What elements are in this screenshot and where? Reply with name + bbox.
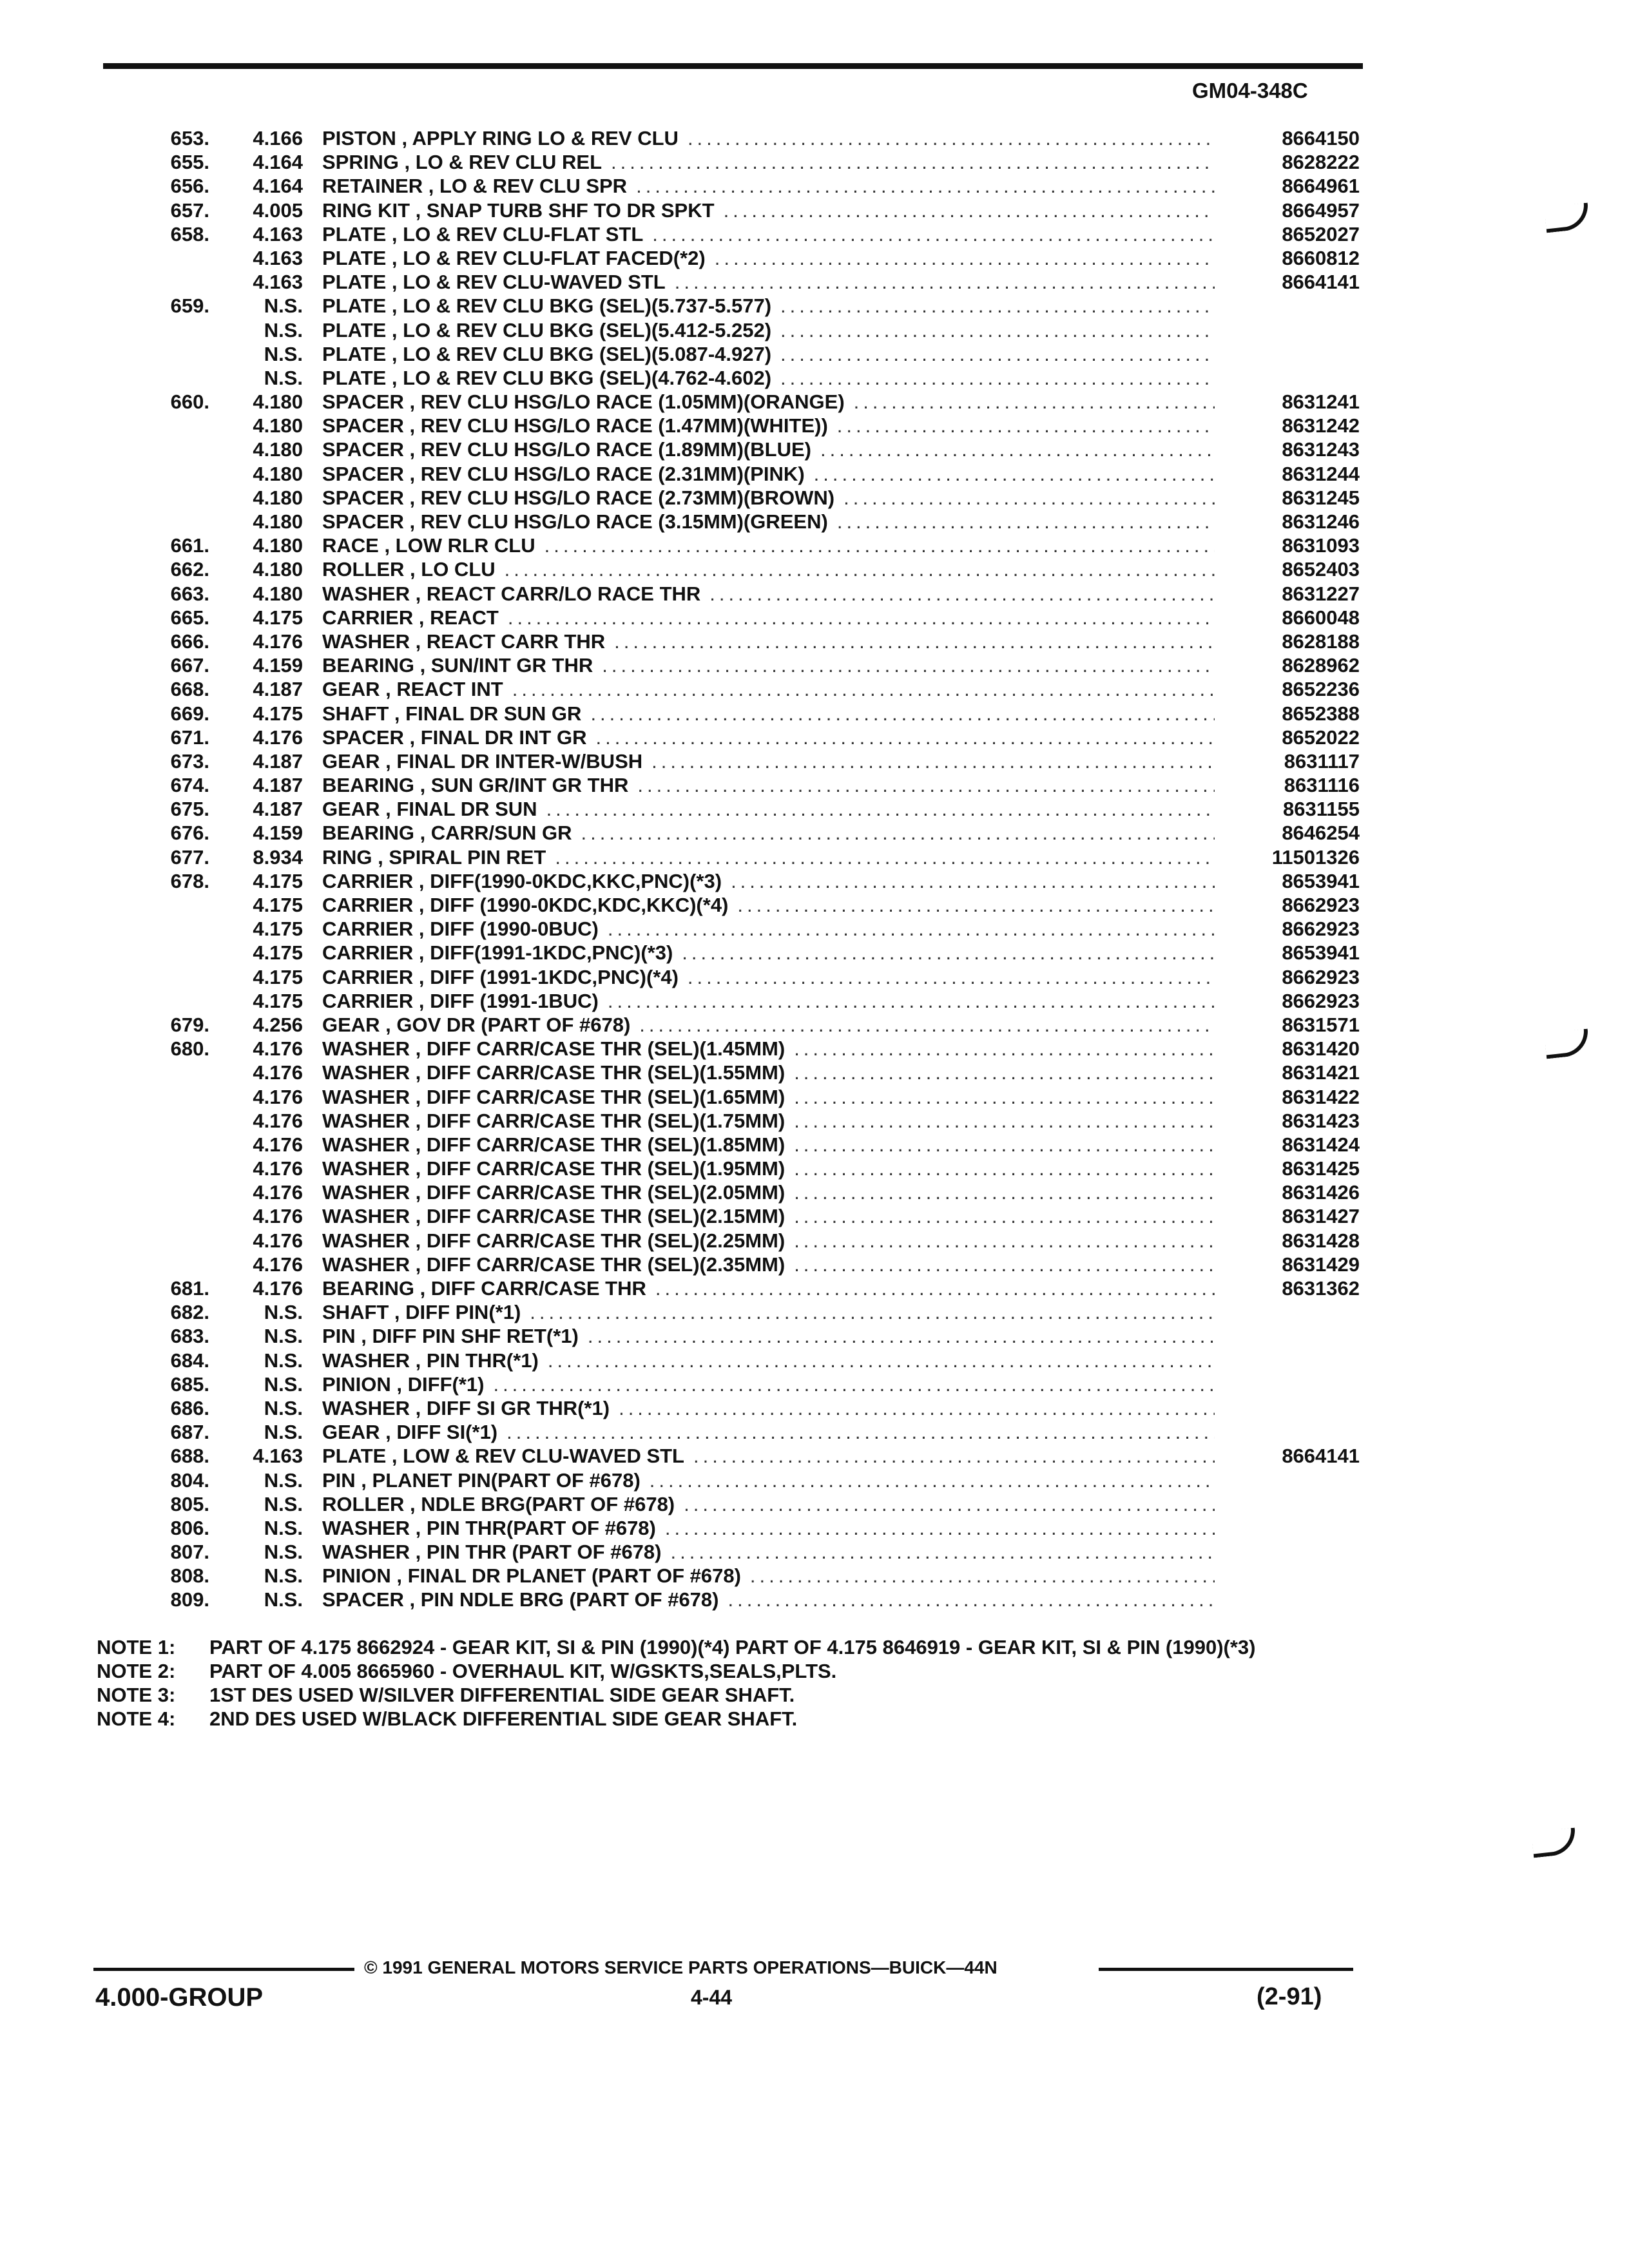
part-row xyxy=(0,1372,1629,1396)
group-number: N.S. xyxy=(264,1349,303,1372)
ref-number: 687. xyxy=(170,1421,209,1444)
group-number: 4.180 xyxy=(253,414,303,437)
part-row xyxy=(0,1420,1629,1444)
part-description: WASHER , DIFF CARR/CASE THR (SEL)(1.75MM) ..... xyxy=(322,1109,1215,1133)
part-description: WASHER , DIFF CARR/CASE THR (SEL)(2.05MM) ..... xyxy=(322,1180,1215,1204)
part-description: CARRIER , DIFF(1990-0KDC,KKC,PNC)(*3) ..... xyxy=(322,869,1215,893)
revision-date: (2-91) xyxy=(1257,1983,1322,2010)
group-number: 4.180 xyxy=(253,390,303,414)
group-number: 4.176 xyxy=(253,1061,303,1084)
ref-number: 656. xyxy=(170,175,209,198)
part-row xyxy=(0,246,1629,270)
part-row xyxy=(0,1204,1629,1228)
group-number: 4.187 xyxy=(253,774,303,797)
part-row xyxy=(0,533,1629,557)
part-number: 8631427 xyxy=(1282,1205,1360,1228)
part-number: 8631429 xyxy=(1282,1253,1360,1276)
part-row xyxy=(0,1349,1629,1372)
part-description: WASHER , DIFF CARR/CASE THR (SEL)(2.25MM) ..... xyxy=(322,1229,1215,1253)
part-number: 8628222 xyxy=(1282,151,1360,174)
ref-number: 683. xyxy=(170,1325,209,1348)
group-number: N.S. xyxy=(264,1541,303,1564)
part-row xyxy=(0,294,1629,318)
part-row xyxy=(0,1253,1629,1276)
ref-number: 662. xyxy=(170,558,209,581)
part-number: 8652388 xyxy=(1282,702,1360,725)
part-description: PISTON , APPLY RING LO & REV CLU ..... xyxy=(322,126,1215,150)
group-number: 4.164 xyxy=(253,151,303,174)
part-row xyxy=(0,1109,1629,1133)
part-row xyxy=(0,222,1629,246)
part-number: 8631246 xyxy=(1282,510,1360,533)
part-row xyxy=(0,557,1629,581)
group-number: N.S. xyxy=(264,366,303,389)
group-number: 4.176 xyxy=(253,1205,303,1228)
group-number: N.S. xyxy=(264,342,303,365)
group-number: N.S. xyxy=(264,1564,303,1588)
document-code: GM04-348C xyxy=(1192,79,1308,102)
part-description: PLATE , LO & REV CLU BKG (SEL)(5.412-5.252) ..... xyxy=(322,318,1215,342)
part-row xyxy=(0,198,1629,222)
part-description: WASHER , DIFF SI GR THR(*1) ..... xyxy=(322,1396,1215,1420)
group-number: 4.187 xyxy=(253,678,303,701)
part-description: PLATE , LO & REV CLU-FLAT FACED(*2) ..... xyxy=(322,246,1215,270)
part-row xyxy=(0,318,1629,342)
group-number: 4.176 xyxy=(253,1181,303,1204)
group-number: N.S. xyxy=(264,1421,303,1444)
group-number: 4.176 xyxy=(253,1229,303,1252)
binder-tick-mark xyxy=(1531,1828,1577,1858)
part-row xyxy=(0,773,1629,797)
part-row xyxy=(0,1468,1629,1492)
group-number: 4.176 xyxy=(253,1277,303,1300)
group-number: 4.159 xyxy=(253,822,303,845)
part-number: 8652236 xyxy=(1282,678,1360,701)
part-row xyxy=(0,1157,1629,1180)
ref-number: 806. xyxy=(170,1516,209,1539)
ref-number: 674. xyxy=(170,774,209,797)
note xyxy=(97,1635,1385,1659)
group-number: N.S. xyxy=(264,1325,303,1348)
ref-number: 805. xyxy=(170,1492,209,1515)
ref-number: 675. xyxy=(170,798,209,821)
group-number: 4.164 xyxy=(253,175,303,198)
group-number: 4.175 xyxy=(253,894,303,916)
part-number: 8631093 xyxy=(1282,534,1360,557)
part-number: 8631422 xyxy=(1282,1085,1360,1108)
group-number: 4.166 xyxy=(253,127,303,149)
ref-number: 663. xyxy=(170,582,209,605)
part-row xyxy=(0,270,1629,294)
part-description: WASHER , PIN THR(PART OF #678) ..... xyxy=(322,1516,1215,1540)
part-row xyxy=(0,653,1629,677)
group-number: 4.163 xyxy=(253,222,303,245)
part-row xyxy=(0,486,1629,510)
ref-number: 665. xyxy=(170,606,209,629)
part-number: 8631421 xyxy=(1282,1061,1360,1084)
part-description: PINION , FINAL DR PLANET (PART OF #678) ..... xyxy=(322,1564,1215,1588)
note xyxy=(97,1707,1385,1731)
part-row xyxy=(0,414,1629,437)
ref-number: 668. xyxy=(170,678,209,701)
part-number: 8631428 xyxy=(1282,1229,1360,1252)
part-row xyxy=(0,1444,1629,1468)
part-description: RETAINER , LO & REV CLU SPR ..... xyxy=(322,174,1215,198)
note xyxy=(97,1659,1385,1683)
ref-number: 667. xyxy=(170,654,209,677)
ref-number: 686. xyxy=(170,1396,209,1419)
part-description: WASHER , PIN THR (PART OF #678) ..... xyxy=(322,1540,1215,1564)
part-description: GEAR , FINAL DR SUN ..... xyxy=(322,797,1215,821)
part-row xyxy=(0,1588,1629,1611)
group-number: 4.176 xyxy=(253,1253,303,1276)
group-number: 4.180 xyxy=(253,462,303,485)
group-number: 4.163 xyxy=(253,246,303,269)
ref-number: 661. xyxy=(170,534,209,557)
part-row xyxy=(0,126,1629,150)
part-number: 8631571 xyxy=(1282,1013,1360,1036)
part-description: RACE , LOW RLR CLU ..... xyxy=(322,533,1215,557)
part-row xyxy=(0,606,1629,629)
part-row xyxy=(0,677,1629,701)
part-number: 8631423 xyxy=(1282,1109,1360,1132)
part-description: SPRING , LO & REV CLU REL ..... xyxy=(322,150,1215,174)
part-number: 8631424 xyxy=(1282,1133,1360,1156)
ref-number: 657. xyxy=(170,198,209,222)
part-row xyxy=(0,1013,1629,1037)
ref-number: 688. xyxy=(170,1445,209,1468)
part-description: PINION , DIFF(*1) ..... xyxy=(322,1372,1215,1396)
part-description: SPACER , REV CLU HSG/LO RACE (1.47MM)(WHITE)) ..... xyxy=(322,414,1215,437)
part-row xyxy=(0,1037,1629,1061)
part-row xyxy=(0,150,1629,174)
parts-list xyxy=(0,126,1629,1612)
part-number: 8664957 xyxy=(1282,198,1360,222)
part-description: PLATE , LOW & REV CLU-WAVED STL ..... xyxy=(322,1444,1215,1468)
part-row xyxy=(0,462,1629,486)
part-description: GEAR , GOV DR (PART OF #678) ..... xyxy=(322,1013,1215,1037)
part-number: 8662923 xyxy=(1282,918,1360,941)
part-row xyxy=(0,1229,1629,1253)
part-description: GEAR , DIFF SI(*1) ..... xyxy=(322,1420,1215,1444)
part-row xyxy=(0,1492,1629,1516)
part-description: SHAFT , DIFF PIN(*1) ..... xyxy=(322,1300,1215,1324)
group-number: 4.176 xyxy=(253,1157,303,1180)
part-description: SPACER , REV CLU HSG/LO RACE (1.89MM)(BLUE) ..... xyxy=(322,437,1215,461)
part-description: WASHER , DIFF CARR/CASE THR (SEL)(1.55MM) ..... xyxy=(322,1061,1215,1084)
note xyxy=(97,1683,1385,1707)
part-row xyxy=(0,342,1629,366)
part-description: CARRIER , DIFF (1990-0KDC,KDC,KKC)(*4) ..... xyxy=(322,893,1215,917)
part-row xyxy=(0,702,1629,726)
part-description: PLATE , LO & REV CLU BKG (SEL)(5.087-4.927) ..... xyxy=(322,342,1215,366)
group-number: 4.176 xyxy=(253,629,303,653)
ref-number: 804. xyxy=(170,1468,209,1492)
part-row xyxy=(0,989,1629,1013)
part-description: PLATE , LO & REV CLU BKG (SEL)(4.762-4.602) ..... xyxy=(322,366,1215,390)
part-number: 8631245 xyxy=(1282,486,1360,509)
ref-number: 681. xyxy=(170,1277,209,1300)
page-number: 4-44 xyxy=(691,1986,733,2009)
ref-number: 673. xyxy=(170,749,209,773)
group-number: 4.256 xyxy=(253,1013,303,1036)
group-number: N.S. xyxy=(264,1516,303,1539)
part-number: 8660812 xyxy=(1282,246,1360,269)
part-number: 11501326 xyxy=(1271,845,1360,869)
part-description: PLATE , LO & REV CLU BKG (SEL)(5.737-5.577) ..... xyxy=(322,294,1215,318)
part-description: SPACER , REV CLU HSG/LO RACE (3.15MM)(GREEN) ..... xyxy=(322,510,1215,533)
part-number: 8664150 xyxy=(1282,127,1360,149)
part-row xyxy=(0,1061,1629,1084)
part-row xyxy=(0,1516,1629,1540)
ref-number: 678. xyxy=(170,869,209,892)
part-row xyxy=(0,726,1629,749)
part-row xyxy=(0,174,1629,198)
group-number: 4.175 xyxy=(253,869,303,892)
group-number: 4.175 xyxy=(253,941,303,965)
part-description: WASHER , DIFF CARR/CASE THR (SEL)(1.95MM) ..... xyxy=(322,1157,1215,1180)
part-description: WASHER , REACT CARR/LO RACE THR ..... xyxy=(322,582,1215,606)
part-row xyxy=(0,1276,1629,1300)
group-number: N.S. xyxy=(264,1396,303,1419)
part-description: PIN , PLANET PIN(PART OF #678) ..... xyxy=(322,1468,1215,1492)
copyright-line: © 1991 GENERAL MOTORS SERVICE PARTS OPERATIONS—BUICK—44N xyxy=(364,1957,998,1977)
group-number: 4.163 xyxy=(253,271,303,294)
part-number: 8628962 xyxy=(1282,654,1360,677)
group-number: 4.005 xyxy=(253,198,303,222)
ref-number: 807. xyxy=(170,1541,209,1564)
part-description: SPACER , REV CLU HSG/LO RACE (2.31MM)(PINK) ..... xyxy=(322,462,1215,486)
group-number: N.S. xyxy=(264,1468,303,1492)
part-row xyxy=(0,437,1629,461)
part-description: WASHER , DIFF CARR/CASE THR (SEL)(1.85MM) ..... xyxy=(322,1133,1215,1157)
group-number: 4.180 xyxy=(253,510,303,533)
group-number: 4.159 xyxy=(253,654,303,677)
part-row xyxy=(0,821,1629,845)
part-number: 8662923 xyxy=(1282,894,1360,916)
ref-number: 685. xyxy=(170,1372,209,1396)
group-number: 8.934 xyxy=(253,845,303,869)
ref-number: 684. xyxy=(170,1349,209,1372)
part-description: GEAR , REACT INT ..... xyxy=(322,677,1215,701)
part-number: 8652022 xyxy=(1282,726,1360,749)
part-description: BEARING , SUN/INT GR THR ..... xyxy=(322,653,1215,677)
part-description: BEARING , CARR/SUN GR ..... xyxy=(322,821,1215,845)
part-number: 8631420 xyxy=(1282,1037,1360,1061)
part-description: GEAR , FINAL DR INTER-W/BUSH ..... xyxy=(322,749,1215,773)
note-label: NOTE 1: xyxy=(97,1636,176,1658)
part-description: ROLLER , NDLE BRG(PART OF #678) ..... xyxy=(322,1492,1215,1516)
part-number: 8631155 xyxy=(1283,798,1360,821)
ref-number: 660. xyxy=(170,390,209,414)
part-number: 8631426 xyxy=(1282,1181,1360,1204)
part-row xyxy=(0,1564,1629,1588)
part-description: BEARING , SUN GR/INT GR THR ..... xyxy=(322,773,1215,797)
part-row xyxy=(0,390,1629,414)
part-number: 8631116 xyxy=(1284,774,1360,797)
group-number: 4.175 xyxy=(253,918,303,941)
part-description: WASHER , PIN THR(*1) ..... xyxy=(322,1349,1215,1372)
ref-number: 676. xyxy=(170,822,209,845)
part-description: BEARING , DIFF CARR/CASE THR ..... xyxy=(322,1276,1215,1300)
part-row xyxy=(0,1540,1629,1564)
group-number: N.S. xyxy=(264,1588,303,1611)
note-label: NOTE 2: xyxy=(97,1660,176,1682)
ref-number: 655. xyxy=(170,151,209,174)
part-row xyxy=(0,917,1629,941)
ref-number: 658. xyxy=(170,222,209,245)
part-row xyxy=(0,366,1629,390)
part-number: 8664141 xyxy=(1282,271,1360,294)
part-row xyxy=(0,582,1629,606)
group-number: 4.175 xyxy=(253,965,303,988)
group-number: 4.176 xyxy=(253,1109,303,1132)
group-number: N.S. xyxy=(264,1372,303,1396)
ref-number: 679. xyxy=(170,1013,209,1036)
part-number: 8631241 xyxy=(1282,390,1360,414)
part-row xyxy=(0,1133,1629,1157)
part-number: 8631242 xyxy=(1282,414,1360,437)
part-number: 8631425 xyxy=(1282,1157,1360,1180)
part-description: PLATE , LO & REV CLU-FLAT STL ..... xyxy=(322,222,1215,246)
group-number: 4.187 xyxy=(253,798,303,821)
part-row xyxy=(0,941,1629,965)
part-row xyxy=(0,797,1629,821)
group-number: 4.175 xyxy=(253,702,303,725)
note-text: PART OF 4.005 8665960 - OVERHAUL KIT, W/GSKTS,SEALS,PLTS. xyxy=(209,1660,837,1682)
group-number: 4.180 xyxy=(253,582,303,605)
group-number: 4.176 xyxy=(253,726,303,749)
part-number: 8631244 xyxy=(1282,462,1360,485)
part-number: 8631117 xyxy=(1284,749,1360,773)
part-row xyxy=(0,629,1629,653)
part-description: CARRIER , DIFF(1991-1KDC,PNC)(*3) ..... xyxy=(322,941,1215,965)
group-number: 4.180 xyxy=(253,534,303,557)
note-label: NOTE 4: xyxy=(97,1707,176,1730)
group-number: N.S. xyxy=(264,294,303,318)
part-number: 8631362 xyxy=(1282,1277,1360,1300)
ref-number: 680. xyxy=(170,1037,209,1061)
part-description: SHAFT , FINAL DR SUN GR ..... xyxy=(322,702,1215,726)
part-row xyxy=(0,965,1629,989)
group-number: 4.180 xyxy=(253,558,303,581)
part-number: 8662923 xyxy=(1282,989,1360,1012)
part-description: CARRIER , DIFF (1991-1KDC,PNC)(*4) ..... xyxy=(322,965,1215,989)
part-description: RING KIT , SNAP TURB SHF TO DR SPKT ..... xyxy=(322,198,1215,222)
part-description: SPACER , PIN NDLE BRG (PART OF #678) ..... xyxy=(322,1588,1215,1611)
part-description: CARRIER , REACT ..... xyxy=(322,606,1215,629)
part-number: 8653941 xyxy=(1282,941,1360,965)
part-description: WASHER , DIFF CARR/CASE THR (SEL)(1.45MM) ..... xyxy=(322,1037,1215,1061)
top-rule xyxy=(103,63,1363,69)
part-row xyxy=(0,510,1629,533)
part-description: SPACER , REV CLU HSG/LO RACE (1.05MM)(ORANGE) ..... xyxy=(322,390,1215,414)
part-number: 8652403 xyxy=(1282,558,1360,581)
part-number: 8652027 xyxy=(1282,222,1360,245)
group-number: N.S. xyxy=(264,318,303,341)
part-row xyxy=(0,1300,1629,1324)
part-row xyxy=(0,1396,1629,1420)
part-row xyxy=(0,749,1629,773)
part-description: WASHER , DIFF CARR/CASE THR (SEL)(1.65MM) ..... xyxy=(322,1085,1215,1109)
group-number: 4.180 xyxy=(253,486,303,509)
part-description: ROLLER , LO CLU ..... xyxy=(322,557,1215,581)
note-text: PART OF 4.175 8662924 - GEAR KIT, SI & PIN (1990)(*4) PART OF 4.175 8646919 - GEAR KIT, SI & PIN (1990)(*3) xyxy=(209,1636,1256,1658)
ref-number: 659. xyxy=(170,294,209,318)
part-description: PIN , DIFF PIN SHF RET(*1) ..... xyxy=(322,1324,1215,1348)
part-description: RING , SPIRAL PIN RET ..... xyxy=(322,845,1215,869)
part-number: 8653941 xyxy=(1282,869,1360,892)
part-description: WASHER , REACT CARR THR ..... xyxy=(322,629,1215,653)
part-number: 8664961 xyxy=(1282,175,1360,198)
ref-number: 653. xyxy=(170,127,209,149)
ref-number: 808. xyxy=(170,1564,209,1588)
part-row xyxy=(0,845,1629,869)
part-number: 8662923 xyxy=(1282,965,1360,988)
ref-number: 809. xyxy=(170,1588,209,1611)
ref-number: 671. xyxy=(170,726,209,749)
part-description: CARRIER , DIFF (1990-0BUC) ..... xyxy=(322,917,1215,941)
part-row xyxy=(0,1324,1629,1348)
part-description: SPACER , REV CLU HSG/LO RACE (2.73MM)(BROWN) ..... xyxy=(322,486,1215,510)
part-row xyxy=(0,1085,1629,1109)
note-text: 2ND DES USED W/BLACK DIFFERENTIAL SIDE GEAR SHAFT. xyxy=(209,1707,798,1730)
group-number: 4.175 xyxy=(253,606,303,629)
part-number: 8660048 xyxy=(1282,606,1360,629)
ref-number: 669. xyxy=(170,702,209,725)
ref-number: 682. xyxy=(170,1301,209,1324)
part-row xyxy=(0,869,1629,893)
part-description: WASHER , DIFF CARR/CASE THR (SEL)(2.15MM) ..... xyxy=(322,1204,1215,1228)
footer-rule-left xyxy=(93,1968,354,1971)
ref-number: 666. xyxy=(170,629,209,653)
part-number: 8631227 xyxy=(1282,582,1360,605)
notes-section xyxy=(97,1635,1385,1731)
part-description: SPACER , FINAL DR INT GR ..... xyxy=(322,726,1215,749)
group-number: 4.176 xyxy=(253,1085,303,1108)
part-number: 8664141 xyxy=(1282,1445,1360,1468)
group-number: 4.175 xyxy=(253,989,303,1012)
group-number: 4.187 xyxy=(253,749,303,773)
group-number: 4.163 xyxy=(253,1445,303,1468)
part-description: WASHER , DIFF CARR/CASE THR (SEL)(2.35MM) ..... xyxy=(322,1253,1215,1276)
note-label: NOTE 3: xyxy=(97,1684,176,1706)
part-number: 8646254 xyxy=(1282,822,1360,845)
footer-rule-right xyxy=(1099,1968,1353,1971)
group-number: 4.180 xyxy=(253,438,303,461)
group-number: 4.176 xyxy=(253,1133,303,1156)
part-description: CARRIER , DIFF (1991-1BUC) ..... xyxy=(322,989,1215,1013)
ref-number: 677. xyxy=(170,845,209,869)
part-row xyxy=(0,1180,1629,1204)
note-text: 1ST DES USED W/SILVER DIFFERENTIAL SIDE GEAR SHAFT. xyxy=(209,1684,795,1706)
group-label: 4.000-GROUP xyxy=(95,1983,264,2012)
group-number: 4.176 xyxy=(253,1037,303,1061)
part-row xyxy=(0,893,1629,917)
group-number: N.S. xyxy=(264,1301,303,1324)
part-number: 8628188 xyxy=(1282,629,1360,653)
part-number: 8631243 xyxy=(1282,438,1360,461)
part-description: PLATE , LO & REV CLU-WAVED STL ..... xyxy=(322,270,1215,294)
group-number: N.S. xyxy=(264,1492,303,1515)
